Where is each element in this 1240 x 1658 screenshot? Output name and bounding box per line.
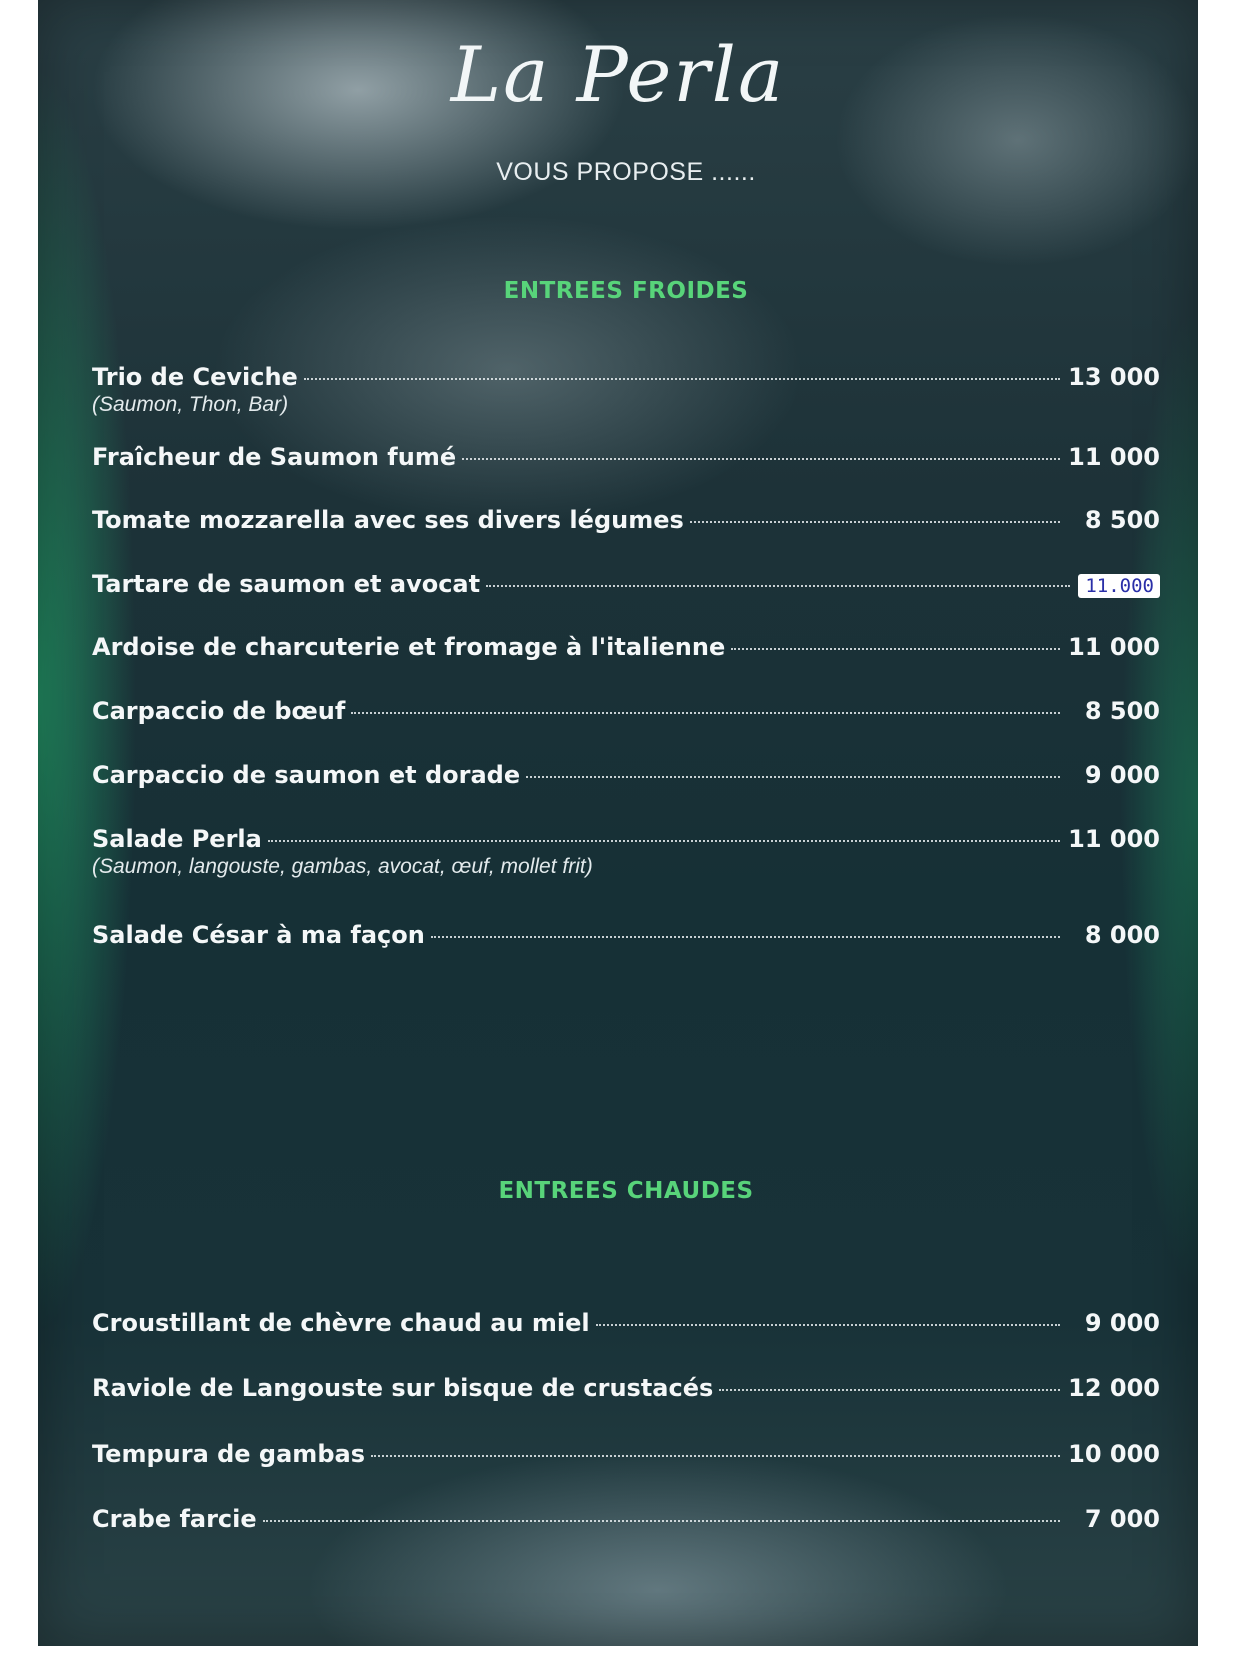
dotted-leader — [351, 712, 1060, 714]
menu-item — [92, 1374, 1160, 1402]
dotted-leader — [690, 521, 1060, 523]
handwritten-price-sticker: 11.000 — [1078, 574, 1160, 598]
menu-page — [38, 0, 1198, 1646]
item-price: 11 000 — [1068, 443, 1160, 471]
dotted-leader — [731, 648, 1060, 650]
item-description: (Saumon, langouste, gambas, avocat, œuf, mollet frit) — [92, 855, 593, 878]
menu-subtitle: VOUS PROPOSE ...... — [496, 158, 756, 186]
dotted-leader — [596, 1324, 1060, 1326]
item-price: 9 000 — [1084, 761, 1160, 789]
item-price: 10 000 — [1068, 1440, 1160, 1468]
dotted-leader — [486, 585, 1070, 587]
item-name: Fraîcheur de Saumon fumé — [92, 443, 457, 471]
item-name: Tempura de gambas — [92, 1440, 365, 1468]
dotted-leader — [431, 936, 1060, 938]
item-price: 9 000 — [1084, 1309, 1160, 1337]
restaurant-logo: La Perla — [450, 30, 786, 119]
menu-item — [92, 825, 1160, 879]
menu-item — [92, 570, 1160, 598]
menu-item — [92, 921, 1160, 949]
item-name: Carpaccio de bœuf — [92, 697, 346, 725]
menu-item — [92, 1505, 1160, 1533]
dotted-leader — [462, 458, 1060, 460]
menu-item — [92, 363, 1160, 417]
section-title-entrees-froides: ENTREES FROIDES — [503, 278, 749, 304]
dotted-leader — [719, 1389, 1060, 1391]
section-title-entrees-chaudes: ENTREES CHAUDES — [498, 1178, 754, 1204]
menu-item — [92, 1309, 1160, 1337]
menu-item — [92, 761, 1160, 789]
item-price: 13 000 — [1068, 363, 1160, 391]
item-name: Salade César à ma façon — [92, 921, 425, 949]
item-price: 11 000 — [1068, 633, 1160, 661]
menu-item — [92, 697, 1160, 725]
item-price: 7 000 — [1084, 1505, 1160, 1533]
item-name: Salade Perla — [92, 825, 262, 853]
dotted-leader — [526, 776, 1060, 778]
item-name: Carpaccio de saumon et dorade — [92, 761, 521, 789]
dotted-leader — [371, 1455, 1060, 1457]
dotted-leader — [304, 378, 1060, 380]
item-name: Ardoise de charcuterie et fromage à l'italienne — [92, 633, 726, 661]
item-price: 8 000 — [1084, 921, 1160, 949]
item-name: Tartare de saumon et avocat — [92, 570, 481, 598]
menu-item — [92, 443, 1160, 471]
item-price: 8 500 — [1084, 697, 1160, 725]
menu-item — [92, 633, 1160, 661]
item-price: 12 000 — [1068, 1374, 1160, 1402]
menu-item — [92, 506, 1160, 534]
dotted-leader — [268, 840, 1060, 842]
item-name: Crabe farcie — [92, 1505, 257, 1533]
item-price: 11 000 — [1068, 825, 1160, 853]
item-name: Raviole de Langouste sur bisque de crustacés — [92, 1374, 714, 1402]
item-name: Croustillant de chèvre chaud au miel — [92, 1309, 590, 1337]
item-description: (Saumon, Thon, Bar) — [92, 393, 289, 416]
item-name: Trio de Ceviche — [92, 363, 298, 391]
item-name: Tomate mozzarella avec ses divers légumes — [92, 506, 684, 534]
item-price: 8 500 — [1084, 506, 1160, 534]
menu-item — [92, 1440, 1160, 1468]
dotted-leader — [263, 1520, 1060, 1522]
